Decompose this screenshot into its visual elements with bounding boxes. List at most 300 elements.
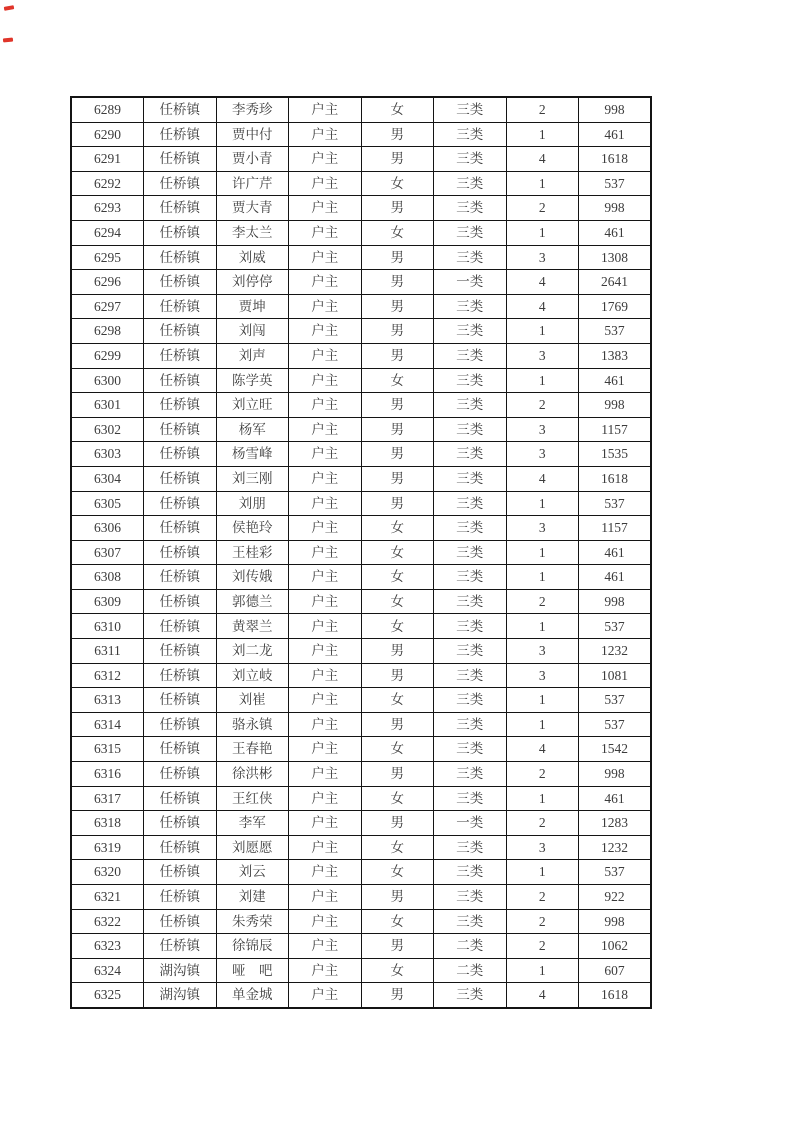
cell-category: 三类 xyxy=(434,639,507,664)
cell-name: 刘三刚 xyxy=(216,466,289,491)
cell-amount: 537 xyxy=(579,319,652,344)
cell-gender: 男 xyxy=(361,712,434,737)
cell-category: 三类 xyxy=(434,245,507,270)
cell-town: 任桥镇 xyxy=(144,516,217,541)
cell-relation: 户主 xyxy=(289,589,362,614)
cell-amount: 1618 xyxy=(579,466,652,491)
cell-serial: 6324 xyxy=(71,958,144,983)
cell-gender: 男 xyxy=(361,885,434,910)
cell-gender: 男 xyxy=(361,294,434,319)
cell-amount: 461 xyxy=(579,368,652,393)
cell-count: 4 xyxy=(506,294,579,319)
cell-serial: 6321 xyxy=(71,885,144,910)
cell-relation: 户主 xyxy=(289,885,362,910)
cell-amount: 2641 xyxy=(579,270,652,295)
cell-relation: 户主 xyxy=(289,565,362,590)
cell-count: 1 xyxy=(506,712,579,737)
cell-count: 1 xyxy=(506,319,579,344)
cell-amount: 922 xyxy=(579,885,652,910)
cell-name: 刘立岐 xyxy=(216,663,289,688)
cell-relation: 户主 xyxy=(289,343,362,368)
cell-count: 1 xyxy=(506,688,579,713)
cell-relation: 户主 xyxy=(289,122,362,147)
table-row xyxy=(71,97,651,122)
cell-category: 三类 xyxy=(434,540,507,565)
cell-count: 1 xyxy=(506,220,579,245)
cell-name: 杨雪峰 xyxy=(216,442,289,467)
cell-category: 一类 xyxy=(434,811,507,836)
cell-serial: 6312 xyxy=(71,663,144,688)
cell-category: 三类 xyxy=(434,516,507,541)
cell-category: 三类 xyxy=(434,983,507,1008)
cell-amount: 1232 xyxy=(579,835,652,860)
table-row xyxy=(71,934,651,959)
cell-amount: 998 xyxy=(579,393,652,418)
cell-amount: 1542 xyxy=(579,737,652,762)
table-row xyxy=(71,614,651,639)
cell-town: 任桥镇 xyxy=(144,294,217,319)
cell-category: 三类 xyxy=(434,491,507,516)
cell-town: 任桥镇 xyxy=(144,614,217,639)
cell-gender: 男 xyxy=(361,934,434,959)
cell-count: 1 xyxy=(506,540,579,565)
cell-serial: 6293 xyxy=(71,196,144,221)
cell-count: 3 xyxy=(506,663,579,688)
table-row xyxy=(71,860,651,885)
cell-relation: 户主 xyxy=(289,466,362,491)
cell-category: 三类 xyxy=(434,663,507,688)
cell-gender: 女 xyxy=(361,540,434,565)
cell-amount: 998 xyxy=(579,589,652,614)
cell-category: 三类 xyxy=(434,368,507,393)
cell-relation: 户主 xyxy=(289,393,362,418)
cell-category: 三类 xyxy=(434,737,507,762)
table-row xyxy=(71,294,651,319)
cell-gender: 男 xyxy=(361,270,434,295)
cell-town: 任桥镇 xyxy=(144,97,217,122)
household-table xyxy=(70,96,652,1009)
cell-town: 任桥镇 xyxy=(144,417,217,442)
cell-gender: 女 xyxy=(361,368,434,393)
cell-count: 1 xyxy=(506,958,579,983)
cell-relation: 户主 xyxy=(289,442,362,467)
cell-count: 1 xyxy=(506,614,579,639)
cell-town: 任桥镇 xyxy=(144,540,217,565)
cell-gender: 女 xyxy=(361,220,434,245)
cell-count: 1 xyxy=(506,491,579,516)
cell-count: 1 xyxy=(506,122,579,147)
cell-serial: 6297 xyxy=(71,294,144,319)
cell-count: 2 xyxy=(506,885,579,910)
cell-name: 黄翠兰 xyxy=(216,614,289,639)
cell-name: 徐洪彬 xyxy=(216,762,289,787)
cell-category: 三类 xyxy=(434,220,507,245)
cell-amount: 537 xyxy=(579,860,652,885)
cell-relation: 户主 xyxy=(289,245,362,270)
cell-gender: 男 xyxy=(361,319,434,344)
cell-amount: 998 xyxy=(579,97,652,122)
cell-gender: 男 xyxy=(361,442,434,467)
cell-gender: 男 xyxy=(361,343,434,368)
cell-serial: 6310 xyxy=(71,614,144,639)
cell-gender: 男 xyxy=(361,811,434,836)
cell-gender: 女 xyxy=(361,688,434,713)
table-row xyxy=(71,885,651,910)
cell-gender: 男 xyxy=(361,417,434,442)
cell-category: 三类 xyxy=(434,97,507,122)
cell-count: 3 xyxy=(506,343,579,368)
cell-name: 李秀珍 xyxy=(216,97,289,122)
table-row xyxy=(71,466,651,491)
cell-town: 任桥镇 xyxy=(144,639,217,664)
cell-name: 刘云 xyxy=(216,860,289,885)
cell-serial: 6299 xyxy=(71,343,144,368)
table-row xyxy=(71,762,651,787)
cell-category: 三类 xyxy=(434,589,507,614)
cell-town: 任桥镇 xyxy=(144,811,217,836)
cell-relation: 户主 xyxy=(289,712,362,737)
cell-town: 任桥镇 xyxy=(144,442,217,467)
cell-category: 三类 xyxy=(434,147,507,172)
cell-category: 三类 xyxy=(434,909,507,934)
cell-name: 哑 吧 xyxy=(216,958,289,983)
cell-amount: 461 xyxy=(579,220,652,245)
cell-town: 湖沟镇 xyxy=(144,983,217,1008)
cell-serial: 6292 xyxy=(71,171,144,196)
cell-count: 3 xyxy=(506,835,579,860)
cell-town: 任桥镇 xyxy=(144,835,217,860)
cell-serial: 6309 xyxy=(71,589,144,614)
cell-relation: 户主 xyxy=(289,860,362,885)
cell-count: 1 xyxy=(506,368,579,393)
cell-town: 任桥镇 xyxy=(144,196,217,221)
cell-count: 4 xyxy=(506,270,579,295)
cell-gender: 女 xyxy=(361,958,434,983)
cell-town: 任桥镇 xyxy=(144,122,217,147)
cell-serial: 6322 xyxy=(71,909,144,934)
cell-amount: 1535 xyxy=(579,442,652,467)
cell-count: 3 xyxy=(506,245,579,270)
cell-count: 1 xyxy=(506,786,579,811)
cell-amount: 537 xyxy=(579,614,652,639)
cell-amount: 1769 xyxy=(579,294,652,319)
cell-town: 任桥镇 xyxy=(144,663,217,688)
cell-amount: 998 xyxy=(579,909,652,934)
cell-relation: 户主 xyxy=(289,983,362,1008)
cell-serial: 6302 xyxy=(71,417,144,442)
cell-category: 三类 xyxy=(434,565,507,590)
cell-town: 任桥镇 xyxy=(144,934,217,959)
table-row xyxy=(71,688,651,713)
red-pen-mark-bottom xyxy=(3,37,13,42)
cell-name: 贾中付 xyxy=(216,122,289,147)
cell-gender: 男 xyxy=(361,762,434,787)
cell-serial: 6290 xyxy=(71,122,144,147)
cell-relation: 户主 xyxy=(289,97,362,122)
cell-relation: 户主 xyxy=(289,220,362,245)
cell-town: 任桥镇 xyxy=(144,368,217,393)
table-row xyxy=(71,589,651,614)
cell-amount: 537 xyxy=(579,688,652,713)
cell-serial: 6304 xyxy=(71,466,144,491)
cell-amount: 1308 xyxy=(579,245,652,270)
cell-category: 三类 xyxy=(434,122,507,147)
table-row xyxy=(71,540,651,565)
cell-count: 2 xyxy=(506,589,579,614)
cell-gender: 女 xyxy=(361,565,434,590)
cell-name: 李军 xyxy=(216,811,289,836)
cell-serial: 6289 xyxy=(71,97,144,122)
cell-category: 三类 xyxy=(434,688,507,713)
cell-serial: 6295 xyxy=(71,245,144,270)
cell-gender: 女 xyxy=(361,909,434,934)
table-row xyxy=(71,368,651,393)
cell-relation: 户主 xyxy=(289,762,362,787)
table-row xyxy=(71,958,651,983)
table-row xyxy=(71,811,651,836)
table-row xyxy=(71,835,651,860)
cell-category: 三类 xyxy=(434,860,507,885)
cell-category: 三类 xyxy=(434,466,507,491)
cell-amount: 1081 xyxy=(579,663,652,688)
cell-name: 许广芹 xyxy=(216,171,289,196)
cell-name: 李太兰 xyxy=(216,220,289,245)
table-row xyxy=(71,417,651,442)
cell-name: 刘二龙 xyxy=(216,639,289,664)
table-row xyxy=(71,171,651,196)
cell-count: 3 xyxy=(506,639,579,664)
cell-count: 2 xyxy=(506,762,579,787)
cell-count: 4 xyxy=(506,737,579,762)
cell-category: 三类 xyxy=(434,786,507,811)
cell-amount: 1157 xyxy=(579,417,652,442)
cell-name: 刘崔 xyxy=(216,688,289,713)
cell-serial: 6301 xyxy=(71,393,144,418)
cell-amount: 1157 xyxy=(579,516,652,541)
cell-relation: 户主 xyxy=(289,196,362,221)
cell-town: 任桥镇 xyxy=(144,270,217,295)
cell-category: 三类 xyxy=(434,885,507,910)
cell-gender: 女 xyxy=(361,171,434,196)
cell-serial: 6320 xyxy=(71,860,144,885)
cell-name: 贾坤 xyxy=(216,294,289,319)
cell-amount: 461 xyxy=(579,565,652,590)
cell-relation: 户主 xyxy=(289,835,362,860)
table-row xyxy=(71,319,651,344)
table-row xyxy=(71,786,651,811)
cell-count: 3 xyxy=(506,516,579,541)
cell-serial: 6313 xyxy=(71,688,144,713)
cell-amount: 1283 xyxy=(579,811,652,836)
cell-town: 任桥镇 xyxy=(144,737,217,762)
cell-category: 二类 xyxy=(434,934,507,959)
cell-category: 一类 xyxy=(434,270,507,295)
cell-count: 4 xyxy=(506,466,579,491)
cell-relation: 户主 xyxy=(289,540,362,565)
cell-gender: 女 xyxy=(361,835,434,860)
cell-relation: 户主 xyxy=(289,737,362,762)
cell-name: 郭德兰 xyxy=(216,589,289,614)
cell-gender: 男 xyxy=(361,147,434,172)
cell-name: 刘传娥 xyxy=(216,565,289,590)
cell-serial: 6291 xyxy=(71,147,144,172)
cell-amount: 998 xyxy=(579,762,652,787)
cell-town: 任桥镇 xyxy=(144,491,217,516)
cell-serial: 6300 xyxy=(71,368,144,393)
cell-category: 三类 xyxy=(434,171,507,196)
cell-category: 三类 xyxy=(434,835,507,860)
cell-name: 侯艳玲 xyxy=(216,516,289,541)
cell-relation: 户主 xyxy=(289,786,362,811)
table-row xyxy=(71,712,651,737)
cell-category: 三类 xyxy=(434,196,507,221)
cell-amount: 1383 xyxy=(579,343,652,368)
cell-category: 三类 xyxy=(434,319,507,344)
table-row xyxy=(71,983,651,1008)
cell-serial: 6303 xyxy=(71,442,144,467)
cell-serial: 6319 xyxy=(71,835,144,860)
cell-name: 杨军 xyxy=(216,417,289,442)
cell-serial: 6315 xyxy=(71,737,144,762)
cell-amount: 1062 xyxy=(579,934,652,959)
cell-town: 任桥镇 xyxy=(144,147,217,172)
cell-name: 刘愿愿 xyxy=(216,835,289,860)
table-row xyxy=(71,565,651,590)
cell-name: 王春艳 xyxy=(216,737,289,762)
table-row xyxy=(71,442,651,467)
cell-amount: 461 xyxy=(579,540,652,565)
cell-category: 三类 xyxy=(434,442,507,467)
cell-count: 3 xyxy=(506,417,579,442)
cell-count: 2 xyxy=(506,196,579,221)
cell-gender: 男 xyxy=(361,983,434,1008)
cell-serial: 6323 xyxy=(71,934,144,959)
cell-town: 任桥镇 xyxy=(144,688,217,713)
cell-serial: 6311 xyxy=(71,639,144,664)
table-row xyxy=(71,491,651,516)
cell-town: 任桥镇 xyxy=(144,466,217,491)
cell-name: 刘建 xyxy=(216,885,289,910)
table-row xyxy=(71,639,651,664)
cell-relation: 户主 xyxy=(289,639,362,664)
cell-serial: 6316 xyxy=(71,762,144,787)
cell-category: 二类 xyxy=(434,958,507,983)
table-row xyxy=(71,516,651,541)
cell-serial: 6296 xyxy=(71,270,144,295)
table-row xyxy=(71,270,651,295)
cell-town: 湖沟镇 xyxy=(144,958,217,983)
cell-serial: 6298 xyxy=(71,319,144,344)
cell-gender: 女 xyxy=(361,786,434,811)
cell-name: 徐锦辰 xyxy=(216,934,289,959)
cell-category: 三类 xyxy=(434,762,507,787)
cell-relation: 户主 xyxy=(289,811,362,836)
cell-gender: 女 xyxy=(361,860,434,885)
cell-count: 2 xyxy=(506,934,579,959)
cell-category: 三类 xyxy=(434,393,507,418)
table-container xyxy=(70,96,652,1009)
cell-relation: 户主 xyxy=(289,417,362,442)
cell-town: 任桥镇 xyxy=(144,220,217,245)
cell-gender: 女 xyxy=(361,97,434,122)
cell-town: 任桥镇 xyxy=(144,860,217,885)
cell-relation: 户主 xyxy=(289,958,362,983)
cell-category: 三类 xyxy=(434,614,507,639)
table-row xyxy=(71,393,651,418)
cell-town: 任桥镇 xyxy=(144,565,217,590)
cell-amount: 461 xyxy=(579,122,652,147)
cell-name: 王桂彩 xyxy=(216,540,289,565)
cell-name: 单金城 xyxy=(216,983,289,1008)
cell-amount: 537 xyxy=(579,491,652,516)
cell-relation: 户主 xyxy=(289,368,362,393)
cell-count: 1 xyxy=(506,565,579,590)
cell-gender: 男 xyxy=(361,393,434,418)
cell-name: 刘威 xyxy=(216,245,289,270)
cell-town: 任桥镇 xyxy=(144,885,217,910)
cell-amount: 461 xyxy=(579,786,652,811)
cell-category: 三类 xyxy=(434,712,507,737)
cell-count: 2 xyxy=(506,909,579,934)
cell-relation: 户主 xyxy=(289,147,362,172)
cell-serial: 6307 xyxy=(71,540,144,565)
cell-name: 贾小青 xyxy=(216,147,289,172)
table-row xyxy=(71,196,651,221)
cell-serial: 6325 xyxy=(71,983,144,1008)
table-row xyxy=(71,147,651,172)
cell-town: 任桥镇 xyxy=(144,319,217,344)
table-row xyxy=(71,909,651,934)
cell-gender: 男 xyxy=(361,245,434,270)
cell-town: 任桥镇 xyxy=(144,712,217,737)
cell-serial: 6318 xyxy=(71,811,144,836)
cell-category: 三类 xyxy=(434,417,507,442)
cell-serial: 6317 xyxy=(71,786,144,811)
cell-gender: 女 xyxy=(361,614,434,639)
table-row xyxy=(71,343,651,368)
cell-town: 任桥镇 xyxy=(144,786,217,811)
cell-relation: 户主 xyxy=(289,663,362,688)
cell-town: 任桥镇 xyxy=(144,589,217,614)
cell-count: 2 xyxy=(506,811,579,836)
cell-serial: 6308 xyxy=(71,565,144,590)
cell-relation: 户主 xyxy=(289,491,362,516)
cell-serial: 6306 xyxy=(71,516,144,541)
cell-amount: 1618 xyxy=(579,983,652,1008)
cell-amount: 1618 xyxy=(579,147,652,172)
cell-relation: 户主 xyxy=(289,516,362,541)
cell-count: 2 xyxy=(506,97,579,122)
cell-name: 刘立旺 xyxy=(216,393,289,418)
cell-gender: 男 xyxy=(361,663,434,688)
cell-count: 1 xyxy=(506,860,579,885)
cell-gender: 男 xyxy=(361,122,434,147)
cell-town: 任桥镇 xyxy=(144,343,217,368)
cell-amount: 537 xyxy=(579,171,652,196)
cell-name: 王红侠 xyxy=(216,786,289,811)
cell-gender: 男 xyxy=(361,466,434,491)
cell-gender: 男 xyxy=(361,639,434,664)
cell-town: 任桥镇 xyxy=(144,245,217,270)
cell-amount: 1232 xyxy=(579,639,652,664)
cell-gender: 女 xyxy=(361,589,434,614)
table-row xyxy=(71,737,651,762)
cell-name: 刘声 xyxy=(216,343,289,368)
table-row xyxy=(71,122,651,147)
cell-serial: 6305 xyxy=(71,491,144,516)
cell-serial: 6314 xyxy=(71,712,144,737)
cell-relation: 户主 xyxy=(289,319,362,344)
